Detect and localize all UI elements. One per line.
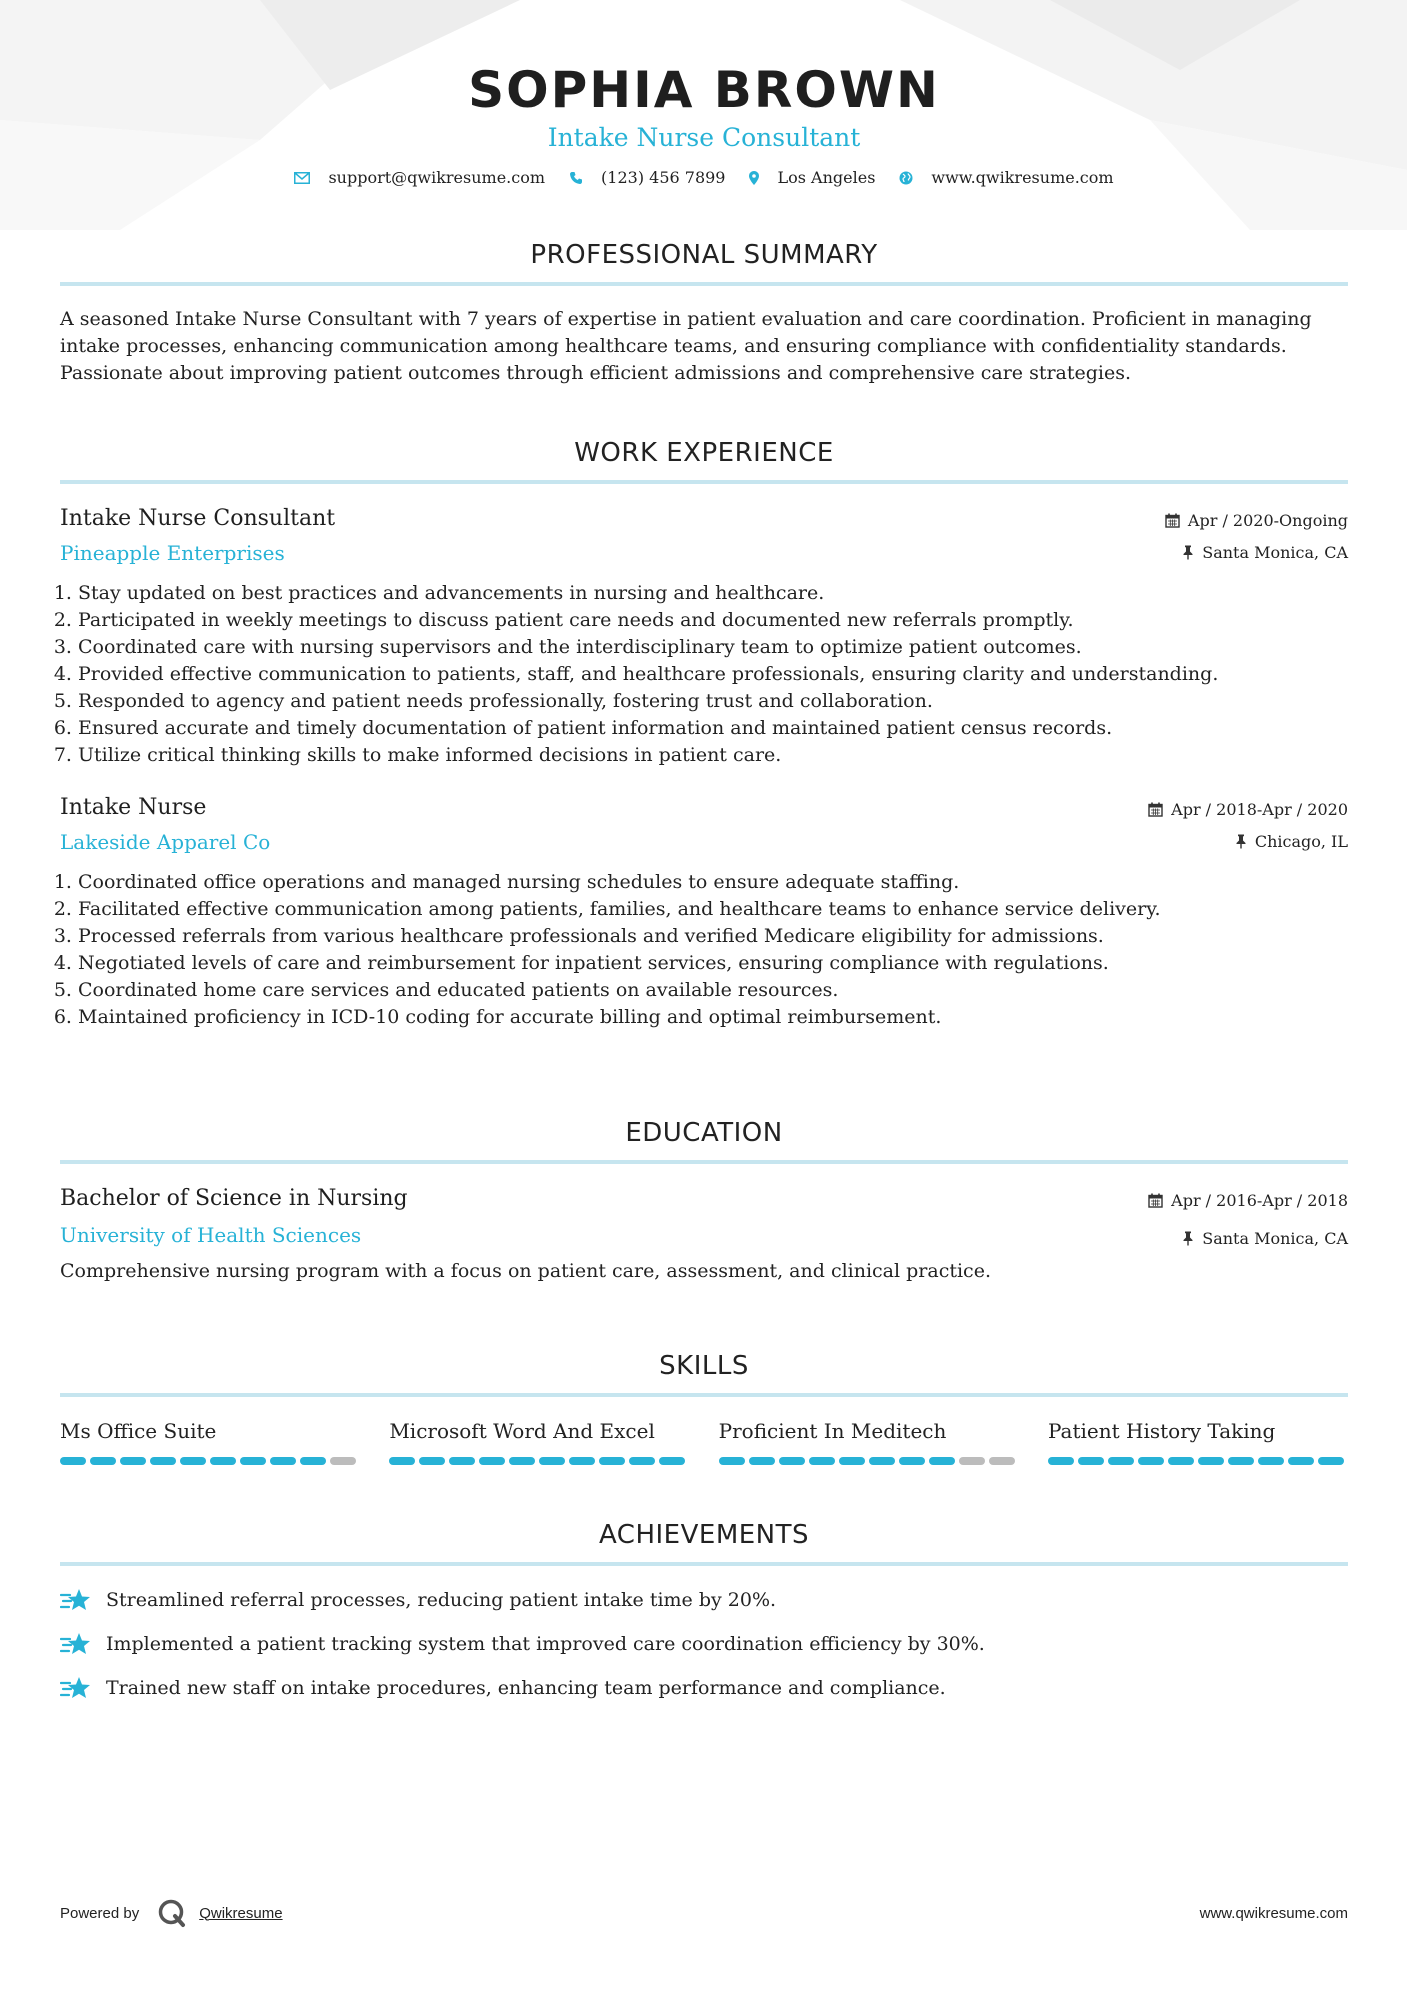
contact-row [60,168,1348,187]
skill-level-bar [719,1457,1019,1465]
list-item: 6. Maintained proficiency in ICD-10 coding for accurate billing and optimal reimbursement. [78,1004,1348,1031]
achievements-heading: ACHIEVEMENTS [60,1518,1348,1566]
brand-link[interactable]: Qwikresume [199,1904,283,1922]
skill-segment [1198,1457,1224,1465]
powered-by-label: Powered by [60,1904,140,1922]
job-title: Intake Nurse [60,795,207,820]
job-entry [60,793,1348,1031]
skill-item [719,1417,1019,1465]
school-name: University of Health Sciences [60,1223,362,1247]
skill-name: Proficient In Meditech [718,1419,947,1443]
skill-item [60,1417,360,1465]
skill-segment [599,1457,625,1465]
job-title: Intake Nurse Consultant [60,506,336,531]
list-item: 3. Processed referrals from various healthcare professionals and verified Medicare eligibility for admissions. [78,923,1348,950]
job-location: Chicago, IL [1254,831,1348,851]
pin-icon [1182,545,1194,560]
achievement-text: Streamlined referral processes, reducing patient intake time by 20%. [106,1589,777,1611]
skill-segment [330,1457,356,1465]
skill-level-bar [60,1457,360,1465]
job-bullets [60,869,1348,1031]
experience-section [60,436,1348,1031]
skill-segment [120,1457,146,1465]
job-meta [1165,504,1348,568]
envelope-icon [294,172,310,184]
shooting-star-icon [60,1587,92,1613]
skill-name: Microsoft Word And Excel [389,1419,655,1443]
job-meta [1148,793,1348,857]
summary-section [60,238,1348,387]
pin-icon [1235,834,1247,849]
list-item: 5. Responded to agency and patient needs professionally, fostering trust and collaboration. [78,688,1348,715]
job-dates: Apr / 2020-Ongoing [1187,510,1348,530]
list-item: 2. Participated in weekly meetings to discuss patient care needs and documented new referrals promptly. [78,607,1348,634]
list-item: 3. Coordinated care with nursing supervisors and the interdisciplinary team to optimize patient outcomes. [78,634,1348,661]
location-text: Los Angeles [777,168,876,187]
contact-phone[interactable] [569,168,725,187]
skill-segment [150,1457,176,1465]
skill-segment [749,1457,775,1465]
contact-location [749,168,875,187]
skill-segment [629,1457,655,1465]
list-item: 1. Coordinated office operations and managed nursing schedules to ensure adequate staffing. [78,869,1348,896]
candidate-name: SOPHIA BROWN [468,61,940,119]
skill-segment [659,1457,685,1465]
skills-list [60,1417,1348,1465]
skill-segment [479,1457,505,1465]
website-text: www.qwikresume.com [931,168,1114,187]
skill-name: Ms Office Suite [60,1419,217,1443]
list-item: 5. Coordinated home care services and educated patients on available resources. [78,977,1348,1004]
list-item: 4. Negotiated levels of care and reimbursement for inpatient services, ensuring compliance with regulations. [78,950,1348,977]
skill-segment [869,1457,895,1465]
skill-segment [539,1457,565,1465]
skills-section [60,1349,1348,1465]
skill-item [1048,1417,1348,1465]
skill-segment [929,1457,955,1465]
achievement-item [60,1630,1348,1658]
skill-segment [719,1457,745,1465]
skill-segment [1168,1457,1194,1465]
skill-segment [1318,1457,1344,1465]
skill-segment [240,1457,266,1465]
skill-segment [569,1457,595,1465]
skill-segment [989,1457,1015,1465]
pin-icon [1182,1231,1194,1246]
education-location: Santa Monica, CA [1202,1228,1348,1248]
achievements-section [60,1518,1348,1718]
skill-segment [1078,1457,1104,1465]
footer-website-link[interactable]: www.qwikresume.com [1199,1904,1348,1922]
skill-segment [509,1457,535,1465]
education-section [60,1116,1348,1285]
skill-segment [180,1457,206,1465]
list-item: 4. Provided effective communication to patients, staff, and healthcare professionals, ensuring clarity and understanding. [78,661,1348,688]
shooting-star-icon [60,1675,92,1701]
calendar-icon [1148,802,1163,817]
education-meta [1148,1184,1348,1254]
skill-segment [210,1457,236,1465]
achievement-item [60,1674,1348,1702]
list-item: 1. Stay updated on best practices and advancements in nursing and healthcare. [78,580,1348,607]
list-item: 2. Facilitated effective communication among patients, families, and healthcare teams to enhance service delivery. [78,896,1348,923]
phone-text: (123) 456 7899 [601,168,726,187]
skill-segment [809,1457,835,1465]
shooting-star-icon [60,1631,92,1657]
resume-page [60,0,1348,1699]
skill-segment [1228,1457,1254,1465]
skill-segment [1138,1457,1164,1465]
skill-item [389,1417,689,1465]
skill-segment [1288,1457,1314,1465]
list-item: 7. Utilize critical thinking skills to make informed decisions in patient care. [78,742,1348,769]
contact-email[interactable] [294,168,545,187]
job-location: Santa Monica, CA [1202,542,1348,562]
skill-segment [839,1457,865,1465]
job-bullets [60,580,1348,769]
calendar-icon [1148,1193,1163,1208]
skill-level-bar [389,1457,689,1465]
skill-name: Patient History Taking [1047,1419,1276,1443]
skill-segment [899,1457,925,1465]
skill-segment [90,1457,116,1465]
education-heading: EDUCATION [60,1116,1348,1164]
summary-text: A seasoned Intake Nurse Consultant with 7 years of expertise in patient evaluation and care coordination. Proficient in managing intake processes, enhancing communication among healthcare teams, and ensuring compliance with confidentiality standards. Passionate about improving patient outcomes through efficient admissions and comprehensive care strategies. [60,308,1312,384]
degree-title: Bachelor of Science in Nursing [60,1186,408,1211]
skill-segment [419,1457,445,1465]
skill-segment [300,1457,326,1465]
skill-segment [1048,1457,1074,1465]
achievement-item [60,1586,1348,1614]
page-footer [60,1898,1348,1928]
achievement-text: Implemented a patient tracking system that improved care coordination efficiency by 30%. [106,1633,985,1655]
phone-icon [569,171,583,185]
summary-heading: PROFESSIONAL SUMMARY [60,238,1348,286]
map-pin-icon [749,171,759,185]
skill-segment [270,1457,296,1465]
skill-segment [449,1457,475,1465]
globe-icon [899,171,913,185]
achievements-list [60,1586,1348,1702]
job-entry [60,504,1348,769]
skill-segment [959,1457,985,1465]
calendar-icon [1165,513,1180,528]
candidate-title: Intake Nurse Consultant [547,123,861,152]
company-name: Lakeside Apparel Co [60,830,271,854]
education-description: Comprehensive nursing program with a focus on patient care, assessment, and clinical practice. [60,1260,991,1282]
contact-website[interactable] [899,168,1113,187]
skill-segment [60,1457,86,1465]
skills-heading: SKILLS [60,1349,1348,1397]
skill-segment [389,1457,415,1465]
skill-segment [1108,1457,1134,1465]
powered-by [60,1898,283,1928]
education-dates: Apr / 2016-Apr / 2018 [1171,1190,1348,1210]
skill-segment [1258,1457,1284,1465]
experience-heading: WORK EXPERIENCE [60,436,1348,484]
job-dates: Apr / 2018-Apr / 2020 [1171,799,1348,819]
resume-header [60,0,1348,187]
skill-segment [779,1457,805,1465]
qwikresume-logo-icon [157,1898,187,1928]
list-item: 6. Ensured accurate and timely documentation of patient information and maintained patient census records. [78,715,1348,742]
email-text: support@qwikresume.com [328,168,546,187]
achievement-text: Trained new staff on intake procedures, enhancing team performance and compliance. [106,1677,946,1699]
skill-level-bar [1048,1457,1348,1465]
company-name: Pineapple Enterprises [60,541,285,565]
